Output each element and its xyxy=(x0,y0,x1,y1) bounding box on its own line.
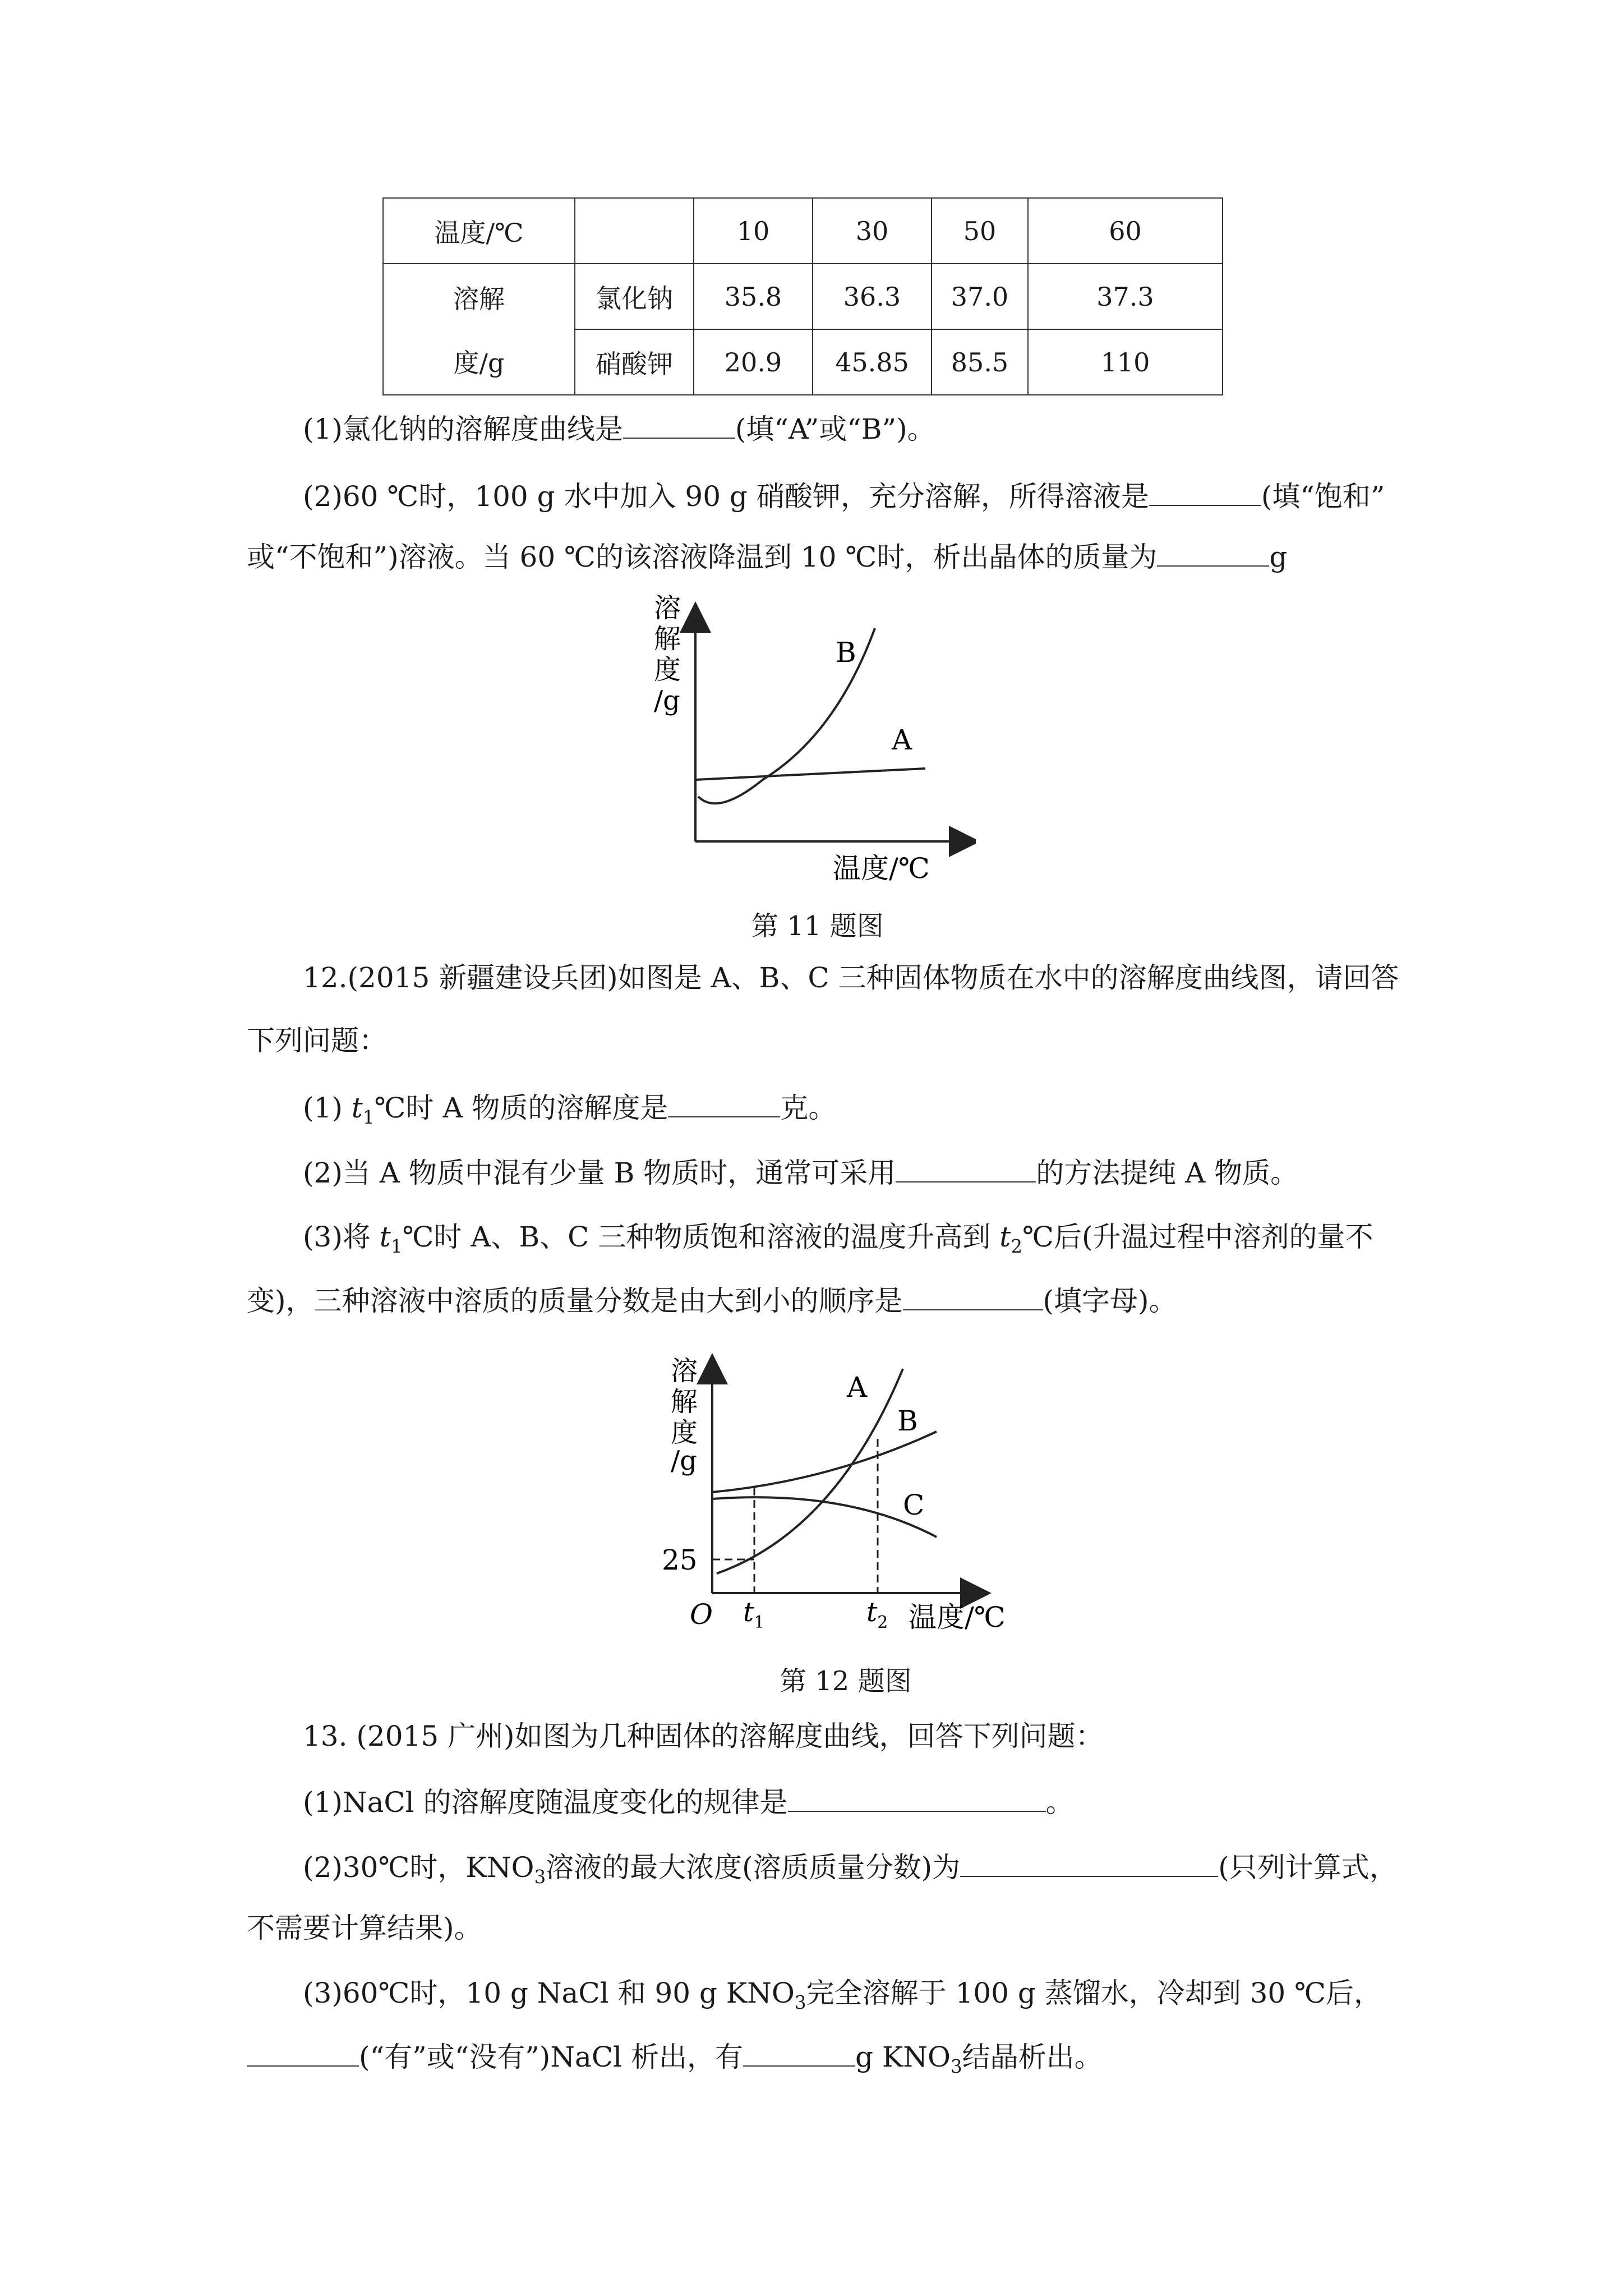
q13-part1 xyxy=(303,1786,1074,1819)
y-axis-label: 溶 xyxy=(671,1355,698,1387)
table-group-label xyxy=(383,264,575,395)
answer-blank xyxy=(960,1852,1218,1877)
y-tick-label: 25 xyxy=(662,1544,698,1576)
table-cell: 110 xyxy=(1028,329,1223,395)
answer-blank xyxy=(743,2042,855,2067)
q12-part3-cont xyxy=(247,1286,1177,1315)
figure-11-solubility-curves xyxy=(651,595,976,886)
table-cell: 20.9 xyxy=(694,329,813,395)
t2-subscript: 2 xyxy=(1011,1236,1023,1257)
y-axis-label: /g xyxy=(654,685,680,716)
y-axis-label: /g xyxy=(671,1445,697,1476)
t2-label: $t_2$ xyxy=(866,1596,888,1632)
table-cell: 35.8 xyxy=(694,264,813,329)
answer-blank xyxy=(788,1787,1046,1812)
table-header-cell xyxy=(575,198,694,264)
q12-part3-text: ℃时 A、B、C 三种物质饱和溶液的温度升高到 xyxy=(402,1221,1000,1253)
q12-part2-text: 的方法提纯 A 物质。 xyxy=(1036,1157,1299,1189)
solubility-table xyxy=(382,197,1223,395)
q13-part3-text: g KNO xyxy=(855,2041,951,2073)
q12-part3-text: (填字母)。 xyxy=(1043,1285,1177,1317)
q11-part1 xyxy=(303,414,935,443)
q13-part2-text: (2)30℃时，KNO xyxy=(303,1851,534,1884)
t1-subscript: 1 xyxy=(362,1107,375,1128)
x-axis-label: 温度/℃ xyxy=(909,1601,1006,1634)
t1-symbol: t xyxy=(351,1092,363,1124)
table-row-name: 硝酸钾 xyxy=(575,329,694,395)
q12-part1-text: (1) xyxy=(303,1092,352,1124)
curve-a xyxy=(717,1369,903,1573)
y-axis-label: 度 xyxy=(671,1417,698,1448)
q11-part1-text: (1)氯化钠的溶解度曲线是 xyxy=(303,413,623,445)
curve-a-label: A xyxy=(892,724,912,756)
t1-label: $t_1$ xyxy=(743,1596,765,1632)
t1-subscript: 1 xyxy=(390,1236,403,1257)
table-cell: 36.3 xyxy=(813,264,932,329)
curve-c-label: C xyxy=(903,1489,925,1521)
figure-12-solubility-curves xyxy=(651,1346,1043,1649)
q12-part2-text: (2)当 A 物质中混有少量 B 物质时，通常可采用 xyxy=(303,1157,896,1189)
q12-part3-text: ℃后(升温过程中溶剂的量不 xyxy=(1022,1221,1373,1253)
q11-part2-cont xyxy=(247,542,1287,571)
q12-part3 xyxy=(303,1223,1373,1256)
table-cell: 45.85 xyxy=(813,329,932,395)
table-cell: 85.5 xyxy=(932,329,1028,395)
q13-part3 xyxy=(303,1979,1382,2012)
curve-a xyxy=(695,769,925,780)
q12-part1-text: ℃时 A 物质的溶解度是 xyxy=(374,1092,668,1124)
q13-part2-cont: 不需要计算结果)。 xyxy=(247,1912,482,1944)
t2-symbol: t xyxy=(999,1221,1011,1253)
q13-part2 xyxy=(303,1852,1398,1887)
q13-part3-cont xyxy=(247,2042,1103,2076)
answer-blank xyxy=(896,1158,1036,1182)
table-header-cell: 温度/℃ xyxy=(383,198,575,264)
t1-symbol: t xyxy=(379,1221,391,1253)
curve-b xyxy=(712,1432,937,1492)
answer-blank xyxy=(1157,542,1269,567)
figure-12-caption: 第 12 题图 xyxy=(780,1665,912,1697)
y-axis-label: 溶 xyxy=(654,595,681,624)
curve-a-label: A xyxy=(847,1371,868,1404)
answer-blank xyxy=(668,1093,780,1117)
subscript: 3 xyxy=(950,2056,962,2077)
table-cell: 37.3 xyxy=(1028,264,1223,329)
table-header-cell: 60 xyxy=(1028,198,1223,264)
q13-part3-text: (3)60℃时，10 g NaCl 和 90 g KNO xyxy=(303,1977,795,2009)
subscript: 3 xyxy=(534,1866,546,1888)
q13-stem: 13. (2015 广州)如图为几种固体的溶解度曲线，回答下列问题： xyxy=(303,1720,1104,1752)
group-label-line: 度/g xyxy=(453,348,505,378)
q13-part1-text: 。 xyxy=(1045,1786,1074,1819)
q12-stem: 12.(2015 新疆建设兵团)如图是 A、B、C 三种固体物质在水中的溶解度曲线图，请回答 xyxy=(303,961,1399,994)
q12-part1-text: 克。 xyxy=(780,1092,837,1124)
x-axis-label: 温度/℃ xyxy=(833,852,930,885)
answer-blank xyxy=(623,414,735,439)
table-header-cell: 50 xyxy=(932,198,1028,264)
q11-part2-text: g xyxy=(1269,541,1288,573)
answer-blank xyxy=(903,1286,1043,1310)
figure-11-caption: 第 11 题图 xyxy=(751,910,884,942)
q12-part3-text: 变)，三种溶液中溶质的质量分数是由大到小的顺序是 xyxy=(247,1285,903,1317)
q13-part3-text: 结晶析出。 xyxy=(962,2041,1103,2073)
table-header-cell: 30 xyxy=(813,198,932,264)
table-cell: 37.0 xyxy=(932,264,1028,329)
subscript: 3 xyxy=(794,1992,806,2013)
curve-b-label: B xyxy=(836,636,856,669)
table-row-name: 氯化钠 xyxy=(575,264,694,329)
q13-part1-text: (1)NaCl 的溶解度随温度变化的规律是 xyxy=(303,1786,788,1819)
q13-part2-text: (只列计算式， xyxy=(1218,1851,1398,1884)
q13-part3-text: (“有”或“没有”)NaCl 析出，有 xyxy=(359,2041,743,2073)
answer-blank xyxy=(1149,481,1261,506)
table-header-row xyxy=(383,198,1223,264)
q13-part2-text: 溶液的最大浓度(溶质质量分数)为 xyxy=(546,1851,961,1884)
table-row xyxy=(383,264,1223,329)
q11-part2-text: 或“不饱和”)溶液。当 60 ℃的该溶液降温到 10 ℃时，析出晶体的质量为 xyxy=(247,541,1158,573)
q11-part2 xyxy=(303,480,1385,513)
q13-part3-text: 完全溶解于 100 g 蒸馏水，冷却到 30 ℃后， xyxy=(806,1977,1382,2009)
y-axis-label: 解 xyxy=(654,623,681,655)
q12-part2 xyxy=(303,1158,1298,1187)
answer-blank xyxy=(247,2042,359,2067)
table-header-cell: 10 xyxy=(694,198,813,264)
y-axis-label: 度 xyxy=(654,654,681,685)
q11-part2-text: (2)60 ℃时，100 g 水中加入 90 g 硝酸钾，充分溶解，所得溶液是 xyxy=(303,480,1149,513)
q11-part1-text: (填“A”或“B”)。 xyxy=(735,413,935,445)
q11-part2-text: (填“饱和” xyxy=(1261,480,1385,513)
q12-part3-text: (3)将 xyxy=(303,1221,380,1253)
group-label-line: 溶解 xyxy=(453,284,505,314)
origin-label: O xyxy=(690,1598,713,1631)
q12-part1 xyxy=(303,1093,836,1127)
y-axis-label: 解 xyxy=(671,1386,698,1418)
q12-stem-cont: 下列问题： xyxy=(247,1024,387,1057)
curve-b-label: B xyxy=(897,1405,918,1437)
